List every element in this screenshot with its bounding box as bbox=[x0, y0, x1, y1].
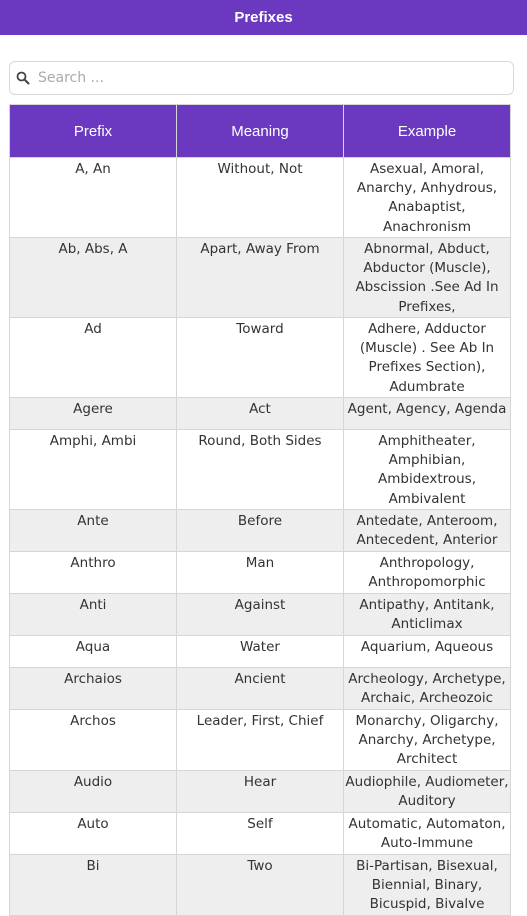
column-header-example: Example bbox=[344, 105, 511, 158]
cell-meaning: Apart, Away From bbox=[177, 238, 344, 318]
cell-prefix: Bi bbox=[10, 855, 177, 916]
cell-prefix: Audio bbox=[10, 771, 177, 813]
page-title: Prefixes bbox=[234, 9, 293, 26]
table-row[interactable] bbox=[10, 398, 511, 430]
cell-meaning: Round, Both Sides bbox=[177, 430, 344, 510]
cell-example: Audiophile, Audiometer, Auditory bbox=[344, 771, 511, 813]
column-header-prefix: Prefix bbox=[10, 105, 177, 158]
cell-prefix: Anti bbox=[10, 594, 177, 636]
cell-example: Aquarium, Aqueous bbox=[344, 636, 511, 668]
column-header-meaning: Meaning bbox=[177, 105, 344, 158]
cell-meaning: Before bbox=[177, 510, 344, 552]
cell-meaning: Without, Not bbox=[177, 158, 344, 238]
cell-prefix: Amphi, Ambi bbox=[10, 430, 177, 510]
cell-prefix: Auto bbox=[10, 813, 177, 855]
table-row[interactable] bbox=[10, 855, 511, 916]
cell-example: Asexual, Amoral, Anarchy, Anhydrous, Anabaptist, Anachronism bbox=[344, 158, 511, 238]
table-row[interactable] bbox=[10, 710, 511, 771]
cell-prefix: Archaios bbox=[10, 668, 177, 710]
cell-meaning: Hear bbox=[177, 771, 344, 813]
cell-prefix: Aqua bbox=[10, 636, 177, 668]
cell-example: Amphitheater, Amphibian, Ambidextrous, Ambivalent bbox=[344, 430, 511, 510]
search-icon bbox=[16, 70, 32, 86]
table-row[interactable] bbox=[10, 510, 511, 552]
cell-meaning: Self bbox=[177, 813, 344, 855]
prefix-table bbox=[9, 104, 511, 916]
cell-prefix: Archos bbox=[10, 710, 177, 771]
app-bar bbox=[0, 0, 527, 35]
cell-example: Monarchy, Oligarchy, Anarchy, Archetype, Architect bbox=[344, 710, 511, 771]
cell-prefix: Ante bbox=[10, 510, 177, 552]
table-header-row bbox=[10, 105, 511, 158]
table-row[interactable] bbox=[10, 636, 511, 668]
cell-meaning: Two bbox=[177, 855, 344, 916]
cell-example: Antedate, Anteroom, Antecedent, Anterior bbox=[344, 510, 511, 552]
table-row[interactable] bbox=[10, 158, 511, 238]
table-row[interactable] bbox=[10, 318, 511, 398]
cell-meaning: Ancient bbox=[177, 668, 344, 710]
cell-prefix: Anthro bbox=[10, 552, 177, 594]
cell-example: Agent, Agency, Agenda bbox=[344, 398, 511, 430]
cell-example: Bi-Partisan, Bisexual, Biennial, Binary, Bicuspid, Bivalve bbox=[344, 855, 511, 916]
table-row[interactable] bbox=[10, 238, 511, 318]
cell-meaning: Water bbox=[177, 636, 344, 668]
table-row[interactable] bbox=[10, 771, 511, 813]
table-row[interactable] bbox=[10, 430, 511, 510]
prefix-table-container[interactable] bbox=[9, 104, 510, 913]
cell-prefix: Ad bbox=[10, 318, 177, 398]
cell-meaning: Leader, First, Chief bbox=[177, 710, 344, 771]
cell-example: Abnormal, Abduct, Abductor (Muscle), Abscission .See Ad In Prefixes, bbox=[344, 238, 511, 318]
cell-example: Antipathy, Antitank, Anticlimax bbox=[344, 594, 511, 636]
search-box[interactable] bbox=[9, 61, 514, 95]
cell-example: Archeology, Archetype, Archaic, Archeozoic bbox=[344, 668, 511, 710]
cell-meaning: Against bbox=[177, 594, 344, 636]
cell-example: Anthropology, Anthropomorphic bbox=[344, 552, 511, 594]
cell-meaning: Man bbox=[177, 552, 344, 594]
cell-prefix: Ab, Abs, A bbox=[10, 238, 177, 318]
cell-meaning: Toward bbox=[177, 318, 344, 398]
table-row[interactable] bbox=[10, 668, 511, 710]
cell-example: Automatic, Automaton, Auto-Immune bbox=[344, 813, 511, 855]
cell-example: Adhere, Adductor (Muscle) . See Ab In Prefixes Section), Adumbrate bbox=[344, 318, 511, 398]
cell-meaning: Act bbox=[177, 398, 344, 430]
cell-prefix: A, An bbox=[10, 158, 177, 238]
cell-prefix: Agere bbox=[10, 398, 177, 430]
table-row[interactable] bbox=[10, 552, 511, 594]
table-row[interactable] bbox=[10, 813, 511, 855]
search-input[interactable] bbox=[38, 70, 478, 86]
table-row[interactable] bbox=[10, 594, 511, 636]
